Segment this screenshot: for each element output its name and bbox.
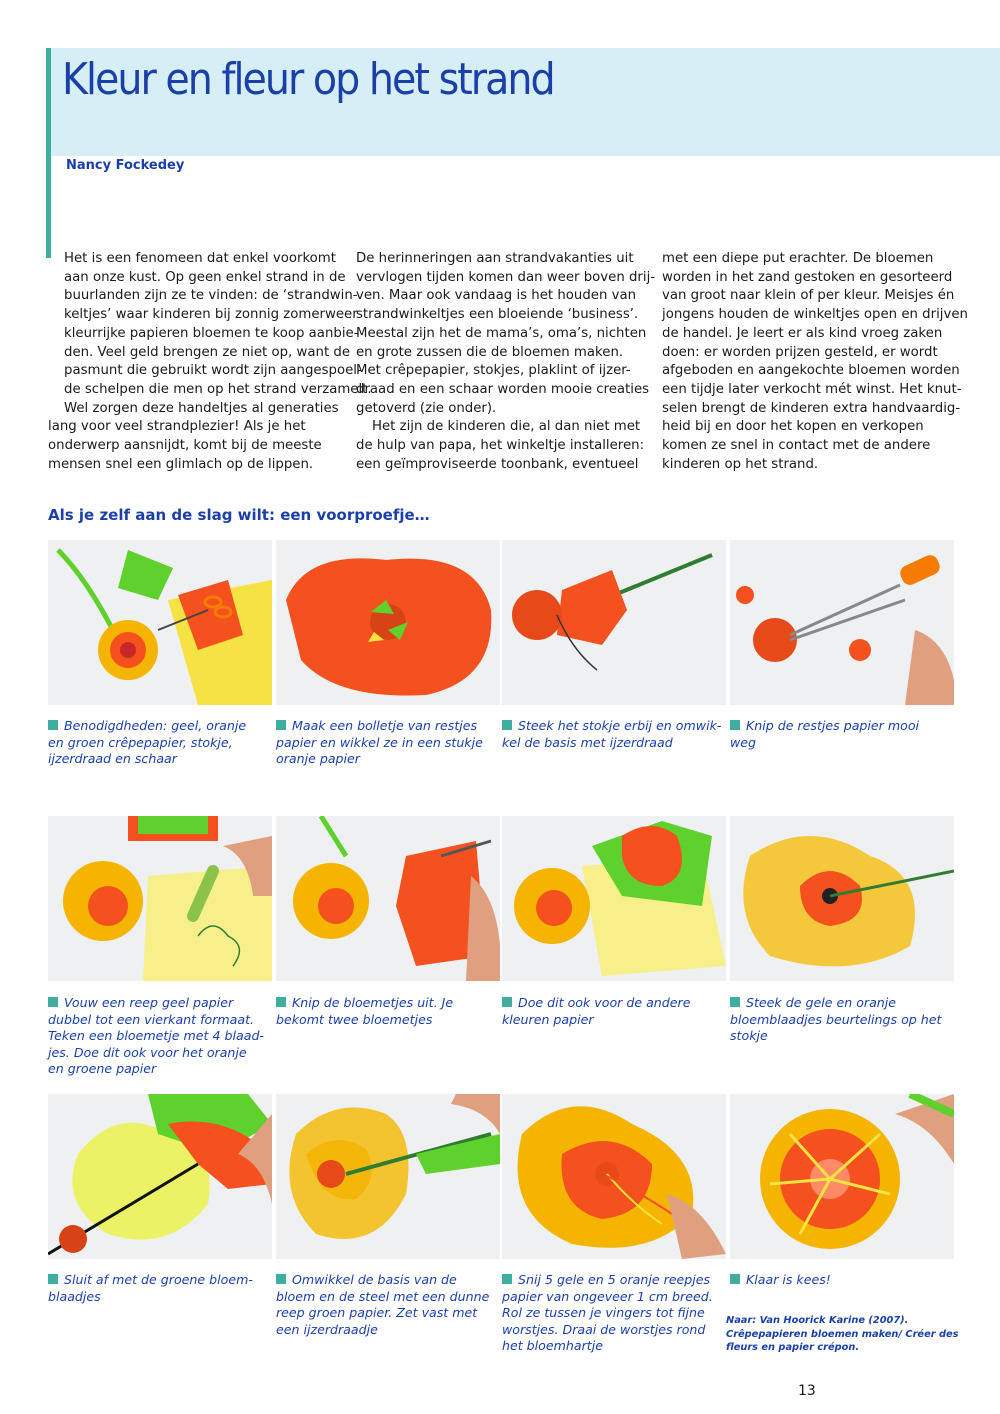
cutting-scraps-photo (730, 540, 954, 705)
ball-in-paper-photo (276, 540, 500, 705)
stick-wrapped-photo (502, 540, 726, 705)
step-photo-8 (730, 816, 954, 981)
square-bullet-icon (730, 997, 740, 1007)
step-caption-2: Maak een bolletje van restjes papier en wikkel ze in een stukje oranje papier (276, 718, 483, 767)
square-bullet-icon (730, 1274, 740, 1284)
step-photo-3 (502, 540, 726, 705)
wrap-stem-photo (276, 1094, 500, 1259)
square-bullet-icon (276, 720, 286, 730)
step-caption-1: Benodigdheden: geel, oranje en groen crêpepapier, stokje, ijzerdraad en schaar (48, 718, 247, 767)
finished-flower-photo (730, 1094, 954, 1259)
square-bullet-icon (276, 997, 286, 1007)
step-caption-4: Knip de restjes papier mooi weg (730, 718, 920, 750)
green-petals-photo (48, 1094, 272, 1259)
step-caption-3: Steek het stokje erbij en omwik- kel de basis met ijzerdraad (502, 718, 722, 750)
square-bullet-icon (48, 1274, 58, 1284)
intro-paragraph: Het zijn de kinderen die, al dan niet met de hulp van papa, het winkeltje installeren: een geïmproviseerde toonbank, eventueel (356, 419, 645, 472)
header-accent-bar (46, 48, 51, 258)
step-photo-4 (730, 540, 954, 705)
step-caption-9: Sluit af met de groene bloem- blaadjes (48, 1272, 253, 1304)
step-photo-9 (48, 1094, 272, 1259)
step-caption-12: Klaar is kees! (730, 1272, 954, 1289)
intro-column-2 (356, 250, 656, 474)
intro-paragraph: Wel zorgen deze handeltjes al generaties lang voor veel strandplezier! Als je het onderwerp aansnijdt, komt bij de meeste mensen snel een glimlach op de lippen. (48, 400, 339, 472)
article-title: Kleur en fleur op het strand (62, 54, 554, 105)
other-colors-photo (502, 816, 726, 981)
rolled-strips-photo (502, 1094, 726, 1259)
step-caption-8: Steek de gele en oranje bloemblaadjes beurtelings op het stokje (730, 995, 942, 1044)
article-author: Nancy Fockedey (66, 158, 185, 173)
square-bullet-icon (276, 1274, 286, 1284)
square-bullet-icon (502, 1274, 512, 1284)
petals-on-stick-photo (730, 816, 954, 981)
step-caption-6: Knip de bloemetjes uit. Je bekomt twee bloemetjes (276, 995, 454, 1027)
square-bullet-icon (502, 720, 512, 730)
square-bullet-icon (502, 997, 512, 1007)
drawing-flower-photo (48, 816, 272, 981)
intro-paragraph: De herinneringen aan strandvakanties uit vervlogen tijden komen dan weer boven drij- ven. Maar ook vandaag is het houden van strandwinkeltjes een bloeiende ‘business’. Meestal zijn het de mama’s, oma’s, nichten en grote zussen die de bloemen maken. Met crêpepapier, stokjes, plaklint of ijzer- draad en een schaar worden mooie creaties getoverd (zie onder). (356, 251, 656, 416)
step-photo-7 (502, 816, 726, 981)
step-caption-10: Omwikkel de basis van de bloem en de steel met een dunne reep groen papier. Zet vast met een ijzerdraadje (276, 1272, 490, 1337)
square-bullet-icon (48, 997, 58, 1007)
square-bullet-icon (48, 720, 58, 730)
intro-paragraph: met een diepe put erachter. De bloemen worden in het zand gestoken en gesorteerd van groot naar klein of per kleur. Meisjes én jongens houden de winkeltjes open en drijven de handel. Je leert er als kind vroeg zaken doen: er worden prijzen gesteld, er wordt afgeboden en aangekochte bloemen worden een tijdje later verkocht mét winst. Het knut- selen brengt de kinderen extra handvaardig- heid bij en door het kopen en verkopen komen ze snel in contact met de andere kinderen op het strand. (662, 251, 968, 472)
step-caption-5: Vouw een reep geel papier dubbel tot een vierkant formaat. Teken een bloemetje met 4 blaad- jes. Doe dit ook voor het oranje en groene papier (48, 995, 264, 1077)
page-number: 13 (798, 1383, 816, 1399)
intro-paragraph: Het is een fenomeen dat enkel voorkomt aan onze kust. Op geen enkel strand in de buurlanden zijn ze te vinden: de ‘strandwin- keltjes’ waar kinderen bij zonnig zomerweer kleurrijke papieren bloemen te koop aanbie- den. Veel geld brengen ze niet op, want de pasmunt die gebruikt wordt zijn aangespoel- de schelpen die men op het strand verzamelt. (64, 251, 372, 397)
cutting-flowers-photo (276, 816, 500, 981)
square-bullet-icon (730, 720, 740, 730)
step-photo-10 (276, 1094, 500, 1259)
step-photo-11 (502, 1094, 726, 1259)
step-caption-7: Doe dit ook voor de andere kleuren papier (502, 995, 691, 1027)
intro-column-3 (662, 250, 968, 474)
materials-photo (48, 540, 272, 705)
step-caption-11: Snij 5 gele en 5 oranje reepjes papier van ongeveer 1 cm breed. Rol ze tussen je vingers tot fijne worstjes. Draai de worstjes rond het bloemhartje (502, 1272, 713, 1354)
intro-column-1 (48, 250, 372, 474)
step-photo-2 (276, 540, 500, 705)
source-credit: Naar: Van Hoorick Karine (2007). Crêpepapieren bloemen maken/ Créer des fleurs en papier crépon. (726, 1315, 959, 1353)
step-photo-12 (730, 1094, 954, 1259)
step-photo-6 (276, 816, 500, 981)
steps-heading: Als je zelf aan de slag wilt: een voorproefje… (48, 506, 430, 524)
step-photo-1 (48, 540, 272, 705)
step-photo-5 (48, 816, 272, 981)
